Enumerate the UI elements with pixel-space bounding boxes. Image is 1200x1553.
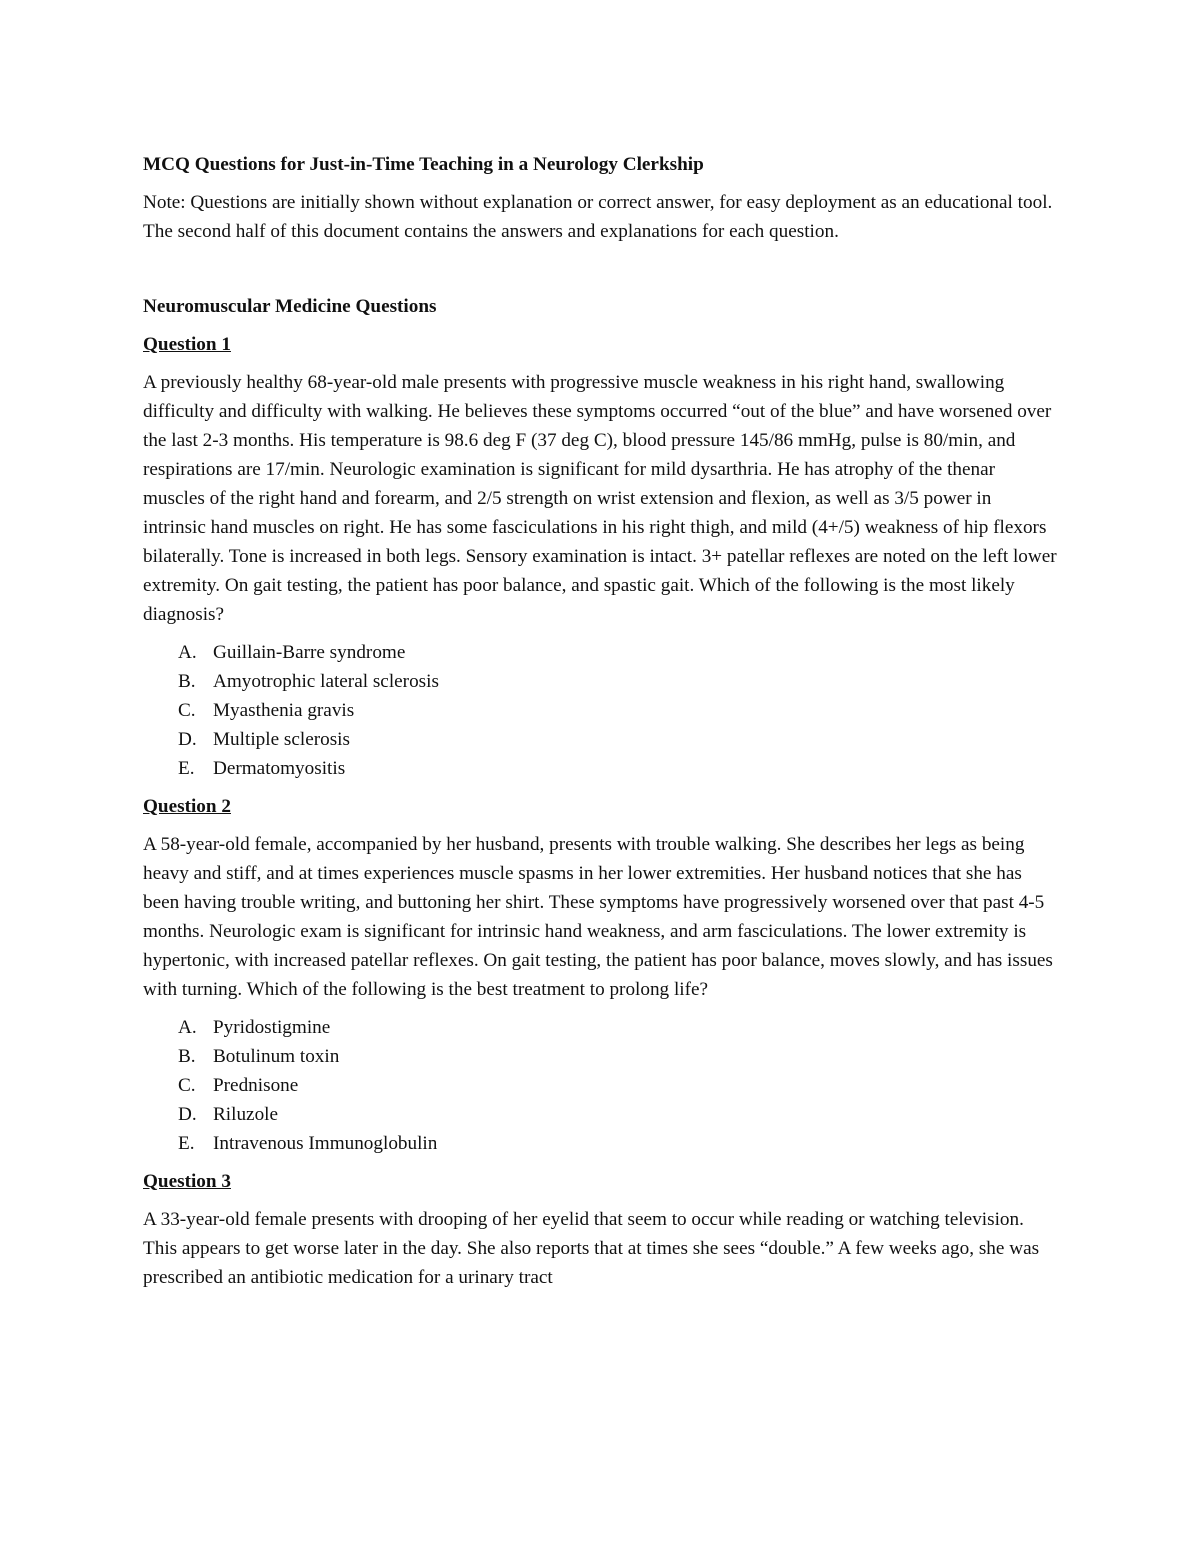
option-text: Myasthenia gravis — [213, 700, 355, 721]
option-text: Pyridostigmine — [213, 1017, 331, 1038]
answer-option — [143, 667, 1058, 696]
answer-option — [143, 1013, 1058, 1042]
document-title: MCQ Questions for Just-in-Time Teaching in a Neurology Clerkship — [143, 154, 704, 175]
question-stem: A previously healthy 68-year-old male presents with progressive muscle weakness in his right hand, swallowing difficulty and difficulty with walking. He believes these symptoms occurred “out of the blue” and have worsened over the last 2-3 months. His temperature is 98.6 deg F (37 deg C), blood pressure 145/86 mmHg, pulse is 80/min, and respirations are 17/min. Neurologic examination is significant for mild dysarthria. He has atrophy of the thenar muscles of the right hand and forearm, and 2/5 strength on wrist extension and flexion, as well as 3/5 power in intrinsic hand muscles on right. He has some fasciculations in his right thigh, and mild (4+/5) weakness of hip flexors bilaterally. Tone is increased in both legs. Sensory examination is intact. 3+ patellar reflexes are noted on the left lower extremity. On gait testing, the patient has poor balance, and spastic gait. Which of the following is the most likely diagnosis? — [143, 372, 1057, 625]
option-letter: E. — [178, 758, 195, 779]
question-2 — [143, 792, 1058, 1158]
answer-options — [143, 1013, 1058, 1158]
option-text: Amyotrophic lateral sclerosis — [213, 671, 439, 692]
question-1 — [143, 330, 1058, 783]
option-letter: E. — [178, 1133, 195, 1154]
answer-option — [143, 1129, 1058, 1158]
answer-option — [143, 754, 1058, 783]
option-letter: D. — [178, 1104, 197, 1125]
section-title: Neuromuscular Medicine Questions — [143, 296, 437, 317]
option-text: Intravenous Immunoglobulin — [213, 1133, 438, 1154]
answer-option — [143, 725, 1058, 754]
question-heading: Question 2 — [143, 796, 231, 817]
option-text: Prednisone — [213, 1075, 299, 1096]
answer-option — [143, 696, 1058, 725]
option-text: Botulinum toxin — [213, 1046, 340, 1067]
document-note: Note: Questions are initially shown without explanation or correct answer, for easy deployment as an educational tool. The second half of this document contains the answers and explanations for each question. — [143, 192, 1053, 242]
answer-options — [143, 638, 1058, 783]
option-letter: A. — [178, 1017, 197, 1038]
option-text: Multiple sclerosis — [213, 729, 350, 750]
option-letter: B. — [178, 1046, 196, 1067]
option-letter: D. — [178, 729, 197, 750]
answer-option — [143, 1071, 1058, 1100]
option-text: Dermatomyositis — [213, 758, 346, 779]
answer-option — [143, 1042, 1058, 1071]
document-page — [143, 150, 1058, 1301]
question-3 — [143, 1167, 1058, 1292]
question-stem: A 58-year-old female, accompanied by her husband, presents with trouble walking. She describes her legs as being heavy and stiff, and at times experiences muscle spasms in her lower extremities. Her husband notices that she has been having trouble writing, and buttoning her shirt. These symptoms have progressively worsened over that past 4-5 months. Neurologic exam is significant for intrinsic hand weakness, and arm fasciculations. The lower extremity is hypertonic, with increased patellar reflexes. On gait testing, the patient has poor balance, moves slowly, and has issues with turning. Which of the following is the best treatment to prolong life? — [143, 834, 1053, 1000]
question-heading: Question 1 — [143, 334, 231, 355]
option-letter: C. — [178, 700, 196, 721]
question-heading: Question 3 — [143, 1171, 231, 1192]
answer-option — [143, 1100, 1058, 1129]
question-stem: A 33-year-old female presents with drooping of her eyelid that seem to occur while reading or watching television. This appears to get worse later in the day. She also reports that at times she sees “double.” A few weeks ago, she was prescribed an antibiotic medication for a urinary tract — [143, 1209, 1040, 1288]
answer-option — [143, 638, 1058, 667]
option-letter: A. — [178, 642, 197, 663]
option-text: Guillain-Barre syndrome — [213, 642, 406, 663]
option-text: Riluzole — [213, 1104, 279, 1125]
option-letter: C. — [178, 1075, 196, 1096]
option-letter: B. — [178, 671, 196, 692]
